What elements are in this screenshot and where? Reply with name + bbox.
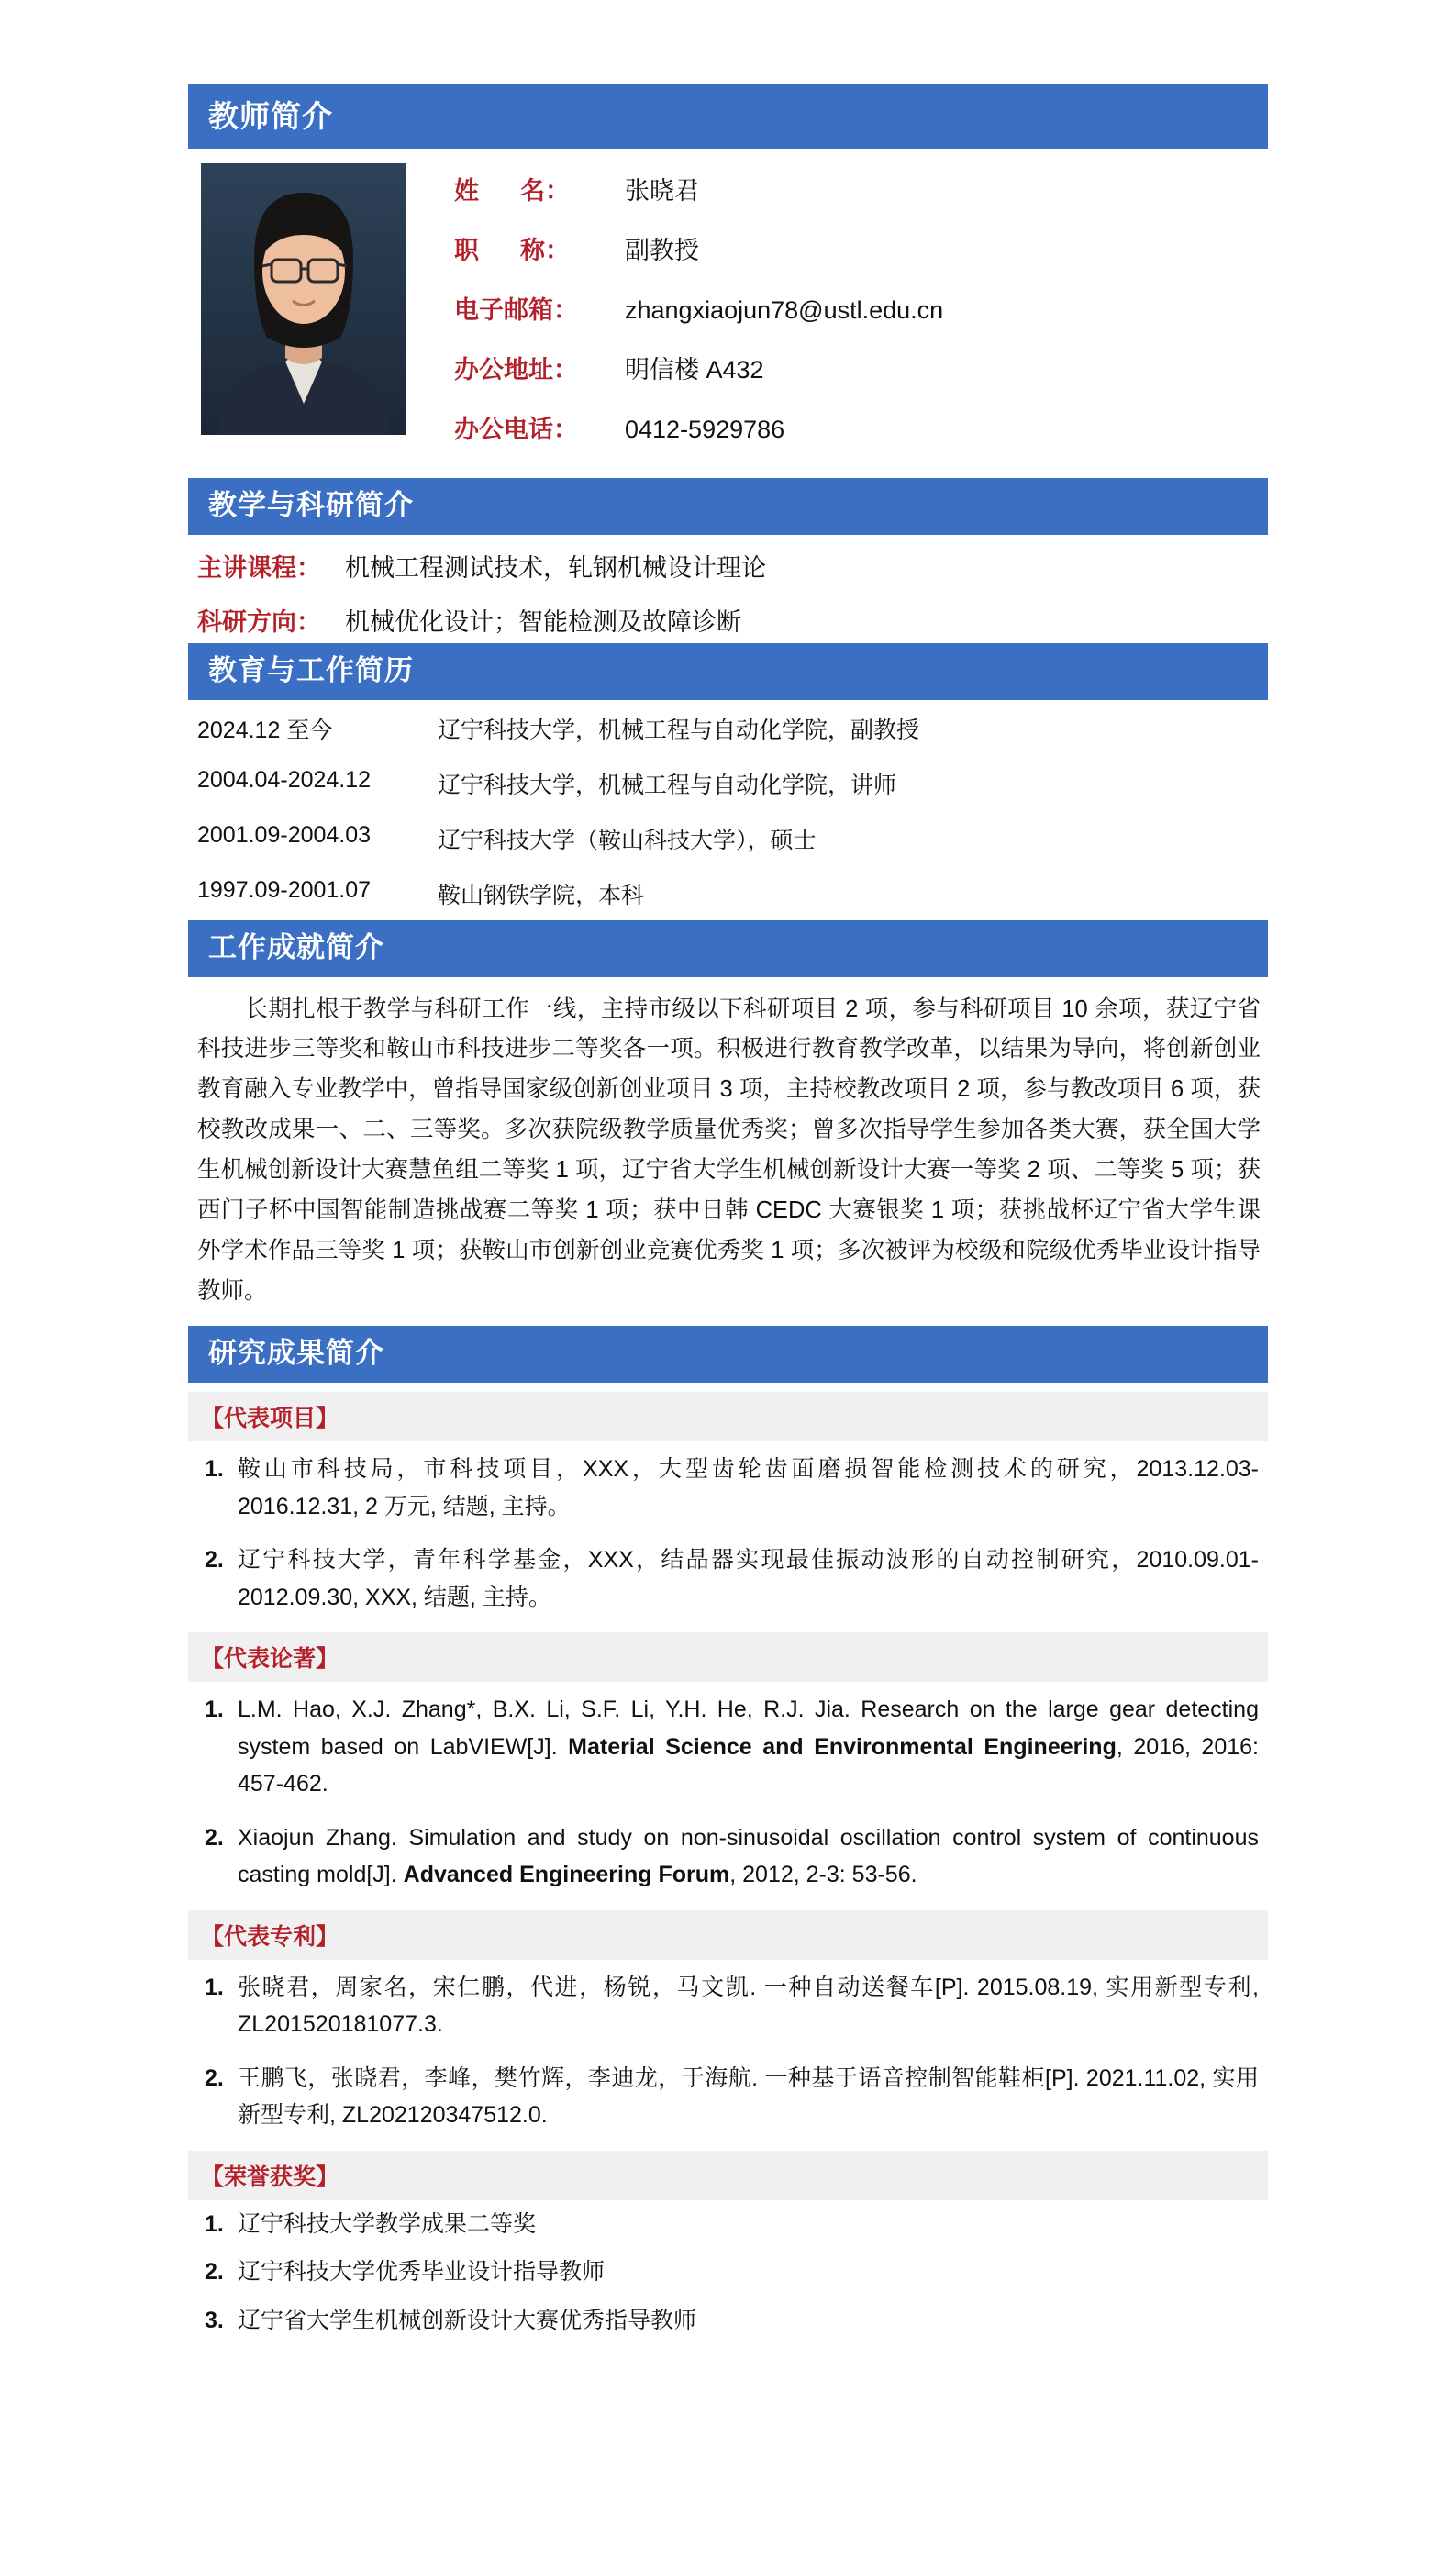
item-text-post: , 2012, 2-3: 53-56. — [729, 1862, 917, 1888]
item-text — [238, 1819, 1259, 1894]
education-row — [188, 755, 1268, 810]
education-date: 2004.04-2024.12 — [197, 766, 372, 793]
list-item — [188, 1532, 1268, 1623]
item-text-journal: Material Science and Environmental Engineering — [568, 1733, 1117, 1760]
list-item — [188, 2248, 1268, 2297]
item-text: 鞍山市科技局，市科技项目，XXX，大型齿轮齿面磨损智能检测技术的研究，2013.12.03-2016.12.31, 2 万元, 结题, 主持。 — [238, 1456, 1259, 1519]
field-email-value: zhangxiaojun78@ustl.edu.cn — [625, 296, 944, 325]
item-text: 辽宁科技大学，青年科学基金，XXX，结晶器实现最佳振动波形的自动控制研究，2010.09.01-2012.09.30, XXX, 结题, 主持。 — [238, 1547, 1259, 1610]
profile-section — [188, 149, 1268, 478]
list-item — [188, 1682, 1268, 1810]
item-text-pre: L.M. Hao, X.J. Zhang*, B.X. Li, S.F. Li, Y.H. He, R.J. Jia. Research on the large gear detecting system based on LabVIEW[J]. — [238, 1697, 1259, 1760]
list-item — [188, 2200, 1268, 2249]
item-number: 1. — [205, 2210, 224, 2237]
item-text: 张晓君，周家名，宋仁鹏，代进，杨锐，马文凯. 一种自动送餐车[P]. 2015.08.19, 实用新型专利, ZL201520181077.3. — [238, 1974, 1259, 2038]
item-text-pre: Xiaojun Zhang. Simulation and study on non-sinusoidal oscillation control system of continuous casting mold[J]. — [238, 1824, 1259, 1888]
item-number: 3. — [205, 2307, 224, 2333]
education-desc: 辽宁科技大学（鞍山科技大学），硕士 — [438, 827, 817, 853]
field-office — [454, 350, 1268, 385]
honors-list — [188, 2200, 1268, 2345]
list-item — [188, 2051, 1268, 2142]
item-number: 2. — [205, 2064, 224, 2091]
avatar — [201, 163, 406, 435]
list-item — [188, 1810, 1268, 1901]
item-text: 辽宁科技大学教学成果二等奖 — [238, 2210, 537, 2237]
research-direction-value: 机械优化设计；智能检测及故障诊断 — [345, 608, 741, 636]
field-email-label: 电子邮箱： — [454, 296, 578, 325]
item-text — [238, 1691, 1259, 1803]
field-email — [454, 290, 1268, 326]
item-number: 2. — [205, 2259, 224, 2286]
item-number: 1. — [205, 1697, 224, 1723]
field-office-label: 办公地址： — [454, 356, 578, 384]
list-item — [188, 1960, 1268, 2051]
item-number: 2. — [205, 1547, 224, 1574]
item-text-post: , 2016, 2016: 457-462. — [238, 1733, 1259, 1797]
field-title-value: 副教授 — [625, 237, 699, 265]
education-date: 1997.09-2001.07 — [197, 876, 372, 903]
section-header-research: 研究成果简介 — [188, 1326, 1268, 1383]
achievements-text: 长期扎根于教学与科研工作一线，主持市级以下科研项目 2 项，参与科研项目 10 余项，获辽宁省科技进步三等奖和鞍山市科技进步二等奖各一项。积极进行教育教学改革，以结果为导向，将创新创业教育融入专业教学中，曾指导国家级创新创业项目 3 项，主持校教改项目 2 项，参与教改项目 6 项，获校教改成果一、二、三等奖。多次获院级教学质量优秀奖；曾多次指导学生参加各类大赛，获全国大学生机械创新设计大赛慧鱼组二等奖 1 项，辽宁省大学生机械创新设计大赛一等奖 2 项、二等奖 5 项；获西门子杯中国智能制造挑战赛二等奖 1 项；获中日韩 CEDC 大赛银奖 1 项；获挑战杯辽宁省大学生课外学术作品三等奖 1 项；获鞍山市创新创业竞赛优秀奖 1 项；多次被评为校级和院级优秀毕业设计指导教师。 — [197, 996, 1261, 1304]
teaching-courses-row — [188, 535, 1268, 589]
subsection-publications: 【代表论著】 — [188, 1632, 1268, 1682]
teaching-courses-label: 主讲课程： — [197, 554, 321, 582]
item-text: 辽宁科技大学优秀毕业设计指导教师 — [238, 2259, 606, 2286]
item-text: 王鹏飞，张晓君，李峰，樊竹辉，李迪龙，于海航. 一种基于语音控制智能鞋柜[P]. 2021.11.02, 实用新型专利, ZL202120347512.0. — [238, 2064, 1259, 2129]
field-phone-label: 办公电话： — [454, 416, 578, 444]
education-row — [188, 700, 1268, 755]
field-title-label: 职 称： — [454, 237, 571, 265]
list-item — [188, 2297, 1268, 2345]
profile-fields — [454, 163, 1268, 469]
section-header-achievements: 工作成就简介 — [188, 920, 1268, 977]
section-header-education: 教育与工作简历 — [188, 643, 1268, 700]
research-direction-row — [188, 589, 1268, 643]
subsection-patents: 【代表专利】 — [188, 1910, 1268, 1960]
field-title — [454, 230, 1268, 266]
field-phone-value: 0412-5929786 — [625, 416, 785, 444]
education-date: 2024.12 至今 — [197, 717, 333, 743]
field-name — [454, 171, 1268, 206]
portrait-icon — [201, 163, 406, 435]
education-desc: 鞍山钢铁学院，本科 — [438, 882, 645, 908]
achievements-paragraph — [188, 977, 1268, 1327]
page-title: 教师简介 — [188, 84, 1268, 149]
subsection-honors: 【荣誉获奖】 — [188, 2151, 1268, 2200]
field-office-value: 明信楼 A432 — [625, 356, 764, 384]
research-direction-label: 科研方向： — [197, 608, 321, 636]
teaching-courses-value: 机械工程测试技术，轧钢机械设计理论 — [345, 554, 766, 582]
item-text-journal: Advanced Engineering Forum — [403, 1862, 730, 1888]
item-text: 辽宁省大学生机械创新设计大赛优秀指导教师 — [238, 2307, 697, 2333]
education-row — [188, 865, 1268, 920]
field-phone — [454, 409, 1268, 445]
section-header-teaching: 教学与科研简介 — [188, 478, 1268, 535]
subsection-projects: 【代表项目】 — [188, 1392, 1268, 1441]
field-name-value: 张晓君 — [625, 177, 699, 206]
field-name-label: 姓 名： — [454, 177, 571, 206]
education-desc: 辽宁科技大学，机械工程与自动化学院，讲师 — [438, 772, 897, 798]
item-number: 1. — [205, 1456, 224, 1483]
list-item — [188, 1441, 1268, 1532]
education-row — [188, 810, 1268, 865]
education-desc: 辽宁科技大学，机械工程与自动化学院，副教授 — [438, 717, 920, 743]
item-number: 1. — [205, 1974, 224, 2000]
education-date: 2001.09-2004.03 — [197, 821, 372, 848]
item-number: 2. — [205, 1824, 224, 1851]
